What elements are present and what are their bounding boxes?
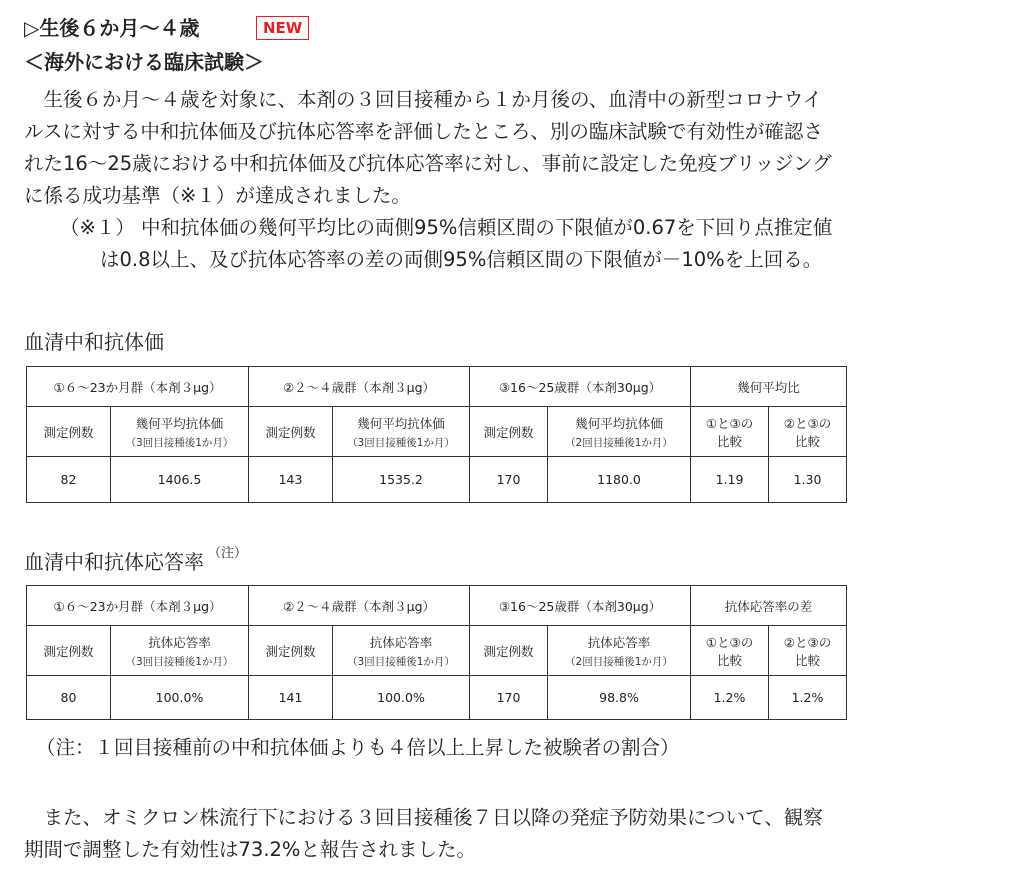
criteria-line: は0.8以上、及び抗体応答率の差の両側95%信頼区間の下限値が－10%を上回る。 bbox=[100, 248, 823, 271]
col-header-compare: ①と③の 比較 bbox=[691, 626, 769, 676]
intro-line: に係る成功基準（※１）が達成されました。 bbox=[24, 184, 411, 207]
table-cell: 100.0% bbox=[111, 676, 249, 720]
section-subheading: ＜海外における臨床試験＞ bbox=[24, 50, 264, 74]
intro-line: 生後６か月～４歳を対象に、本剤の３回目接種から１か月後の、血清中の新型コロナウイ bbox=[24, 88, 823, 111]
group-header: 抗体応答率の差 bbox=[691, 586, 847, 626]
col-header-compare: ②と③の 比較 bbox=[769, 626, 847, 676]
table-cell: 1406.5 bbox=[111, 457, 249, 503]
closing-line: また、オミクロン株流行下における３回目接種後７日以降の発症予防効果について、観察 bbox=[24, 806, 823, 829]
table-cell: 170 bbox=[470, 457, 548, 503]
col-header-n: 測定例数 bbox=[470, 626, 548, 676]
neutralizing-antibody-table bbox=[26, 366, 847, 503]
col-header-n: 測定例数 bbox=[470, 407, 548, 457]
col-header-value: 抗体応答率 （2回目接種後1か月） bbox=[548, 626, 691, 676]
table-cell: 170 bbox=[470, 676, 548, 720]
col-header-value: 抗体応答率 （3回目接種後1か月） bbox=[111, 626, 249, 676]
section-heading: ▷生後６か月～４歳 bbox=[24, 16, 200, 40]
table-cell: 1535.2 bbox=[333, 457, 470, 503]
table-cell: 1.2% bbox=[769, 676, 847, 720]
table-cell: 1.30 bbox=[769, 457, 847, 503]
group-header: ①６～23か月群（本剤３μg） bbox=[27, 367, 249, 407]
intro-paragraph bbox=[24, 84, 1004, 276]
col-header-value: 幾何平均抗体価 （3回目接種後1か月） bbox=[111, 407, 249, 457]
table-cell: 143 bbox=[249, 457, 333, 503]
criteria-line: （※１） 中和抗体価の幾何平均比の両側95%信頼区間の下限値が0.67を下回り点推定値 bbox=[60, 216, 833, 239]
col-header-compare: ①と③の 比較 bbox=[691, 407, 769, 457]
closing-paragraph bbox=[24, 802, 1004, 866]
intro-line: ルスに対する中和抗体価及び抗体応答率を評価したところ、別の臨床試験で有効性が確認さ bbox=[24, 120, 823, 143]
group-header: ②２～４歳群（本剤３μg） bbox=[249, 586, 470, 626]
table-cell: 80 bbox=[27, 676, 111, 720]
intro-line: れた16～25歳における中和抗体価及び抗体応答率に対し、事前に設定した免疫ブリッジング bbox=[24, 152, 832, 175]
table-cell: 82 bbox=[27, 457, 111, 503]
table2-title-note: （注） bbox=[208, 546, 248, 562]
col-header-n: 測定例数 bbox=[249, 407, 333, 457]
col-header-compare: ②と③の 比較 bbox=[769, 407, 847, 457]
table-cell: 100.0% bbox=[333, 676, 470, 720]
col-header-value: 抗体応答率 （3回目接種後1か月） bbox=[333, 626, 470, 676]
table-cell: 98.8% bbox=[548, 676, 691, 720]
col-header-value: 幾何平均抗体価 （3回目接種後1か月） bbox=[333, 407, 470, 457]
table-footnote: （注：１回目接種前の中和抗体価よりも４倍以上上昇した被験者の割合） bbox=[36, 736, 680, 759]
group-header: ②２～４歳群（本剤３μg） bbox=[249, 367, 470, 407]
closing-line: 期間で調整した有効性は73.2%と報告されました。 bbox=[24, 838, 476, 861]
new-badge: NEW bbox=[256, 16, 309, 40]
col-header-n: 測定例数 bbox=[249, 626, 333, 676]
table1-title: 血清中和抗体価 bbox=[24, 330, 164, 354]
group-header: 幾何平均比 bbox=[691, 367, 847, 407]
group-header: ③16～25歳群（本剤30μg） bbox=[470, 586, 691, 626]
table-cell: 1.19 bbox=[691, 457, 769, 503]
col-header-value: 幾何平均抗体価 （2回目接種後1か月） bbox=[548, 407, 691, 457]
table2-title: 血清中和抗体応答率 $^{(注)}$ bbox=[24, 546, 248, 574]
antibody-response-rate-table bbox=[26, 585, 847, 720]
table-row bbox=[27, 457, 847, 503]
group-header: ③16～25歳群（本剤30μg） bbox=[470, 367, 691, 407]
table-cell: 141 bbox=[249, 676, 333, 720]
table-row bbox=[27, 676, 847, 720]
col-header-n: 測定例数 bbox=[27, 626, 111, 676]
table-cell: 1.2% bbox=[691, 676, 769, 720]
table-cell: 1180.0 bbox=[548, 457, 691, 503]
group-header: ①６～23か月群（本剤３μg） bbox=[27, 586, 249, 626]
col-header-n: 測定例数 bbox=[27, 407, 111, 457]
